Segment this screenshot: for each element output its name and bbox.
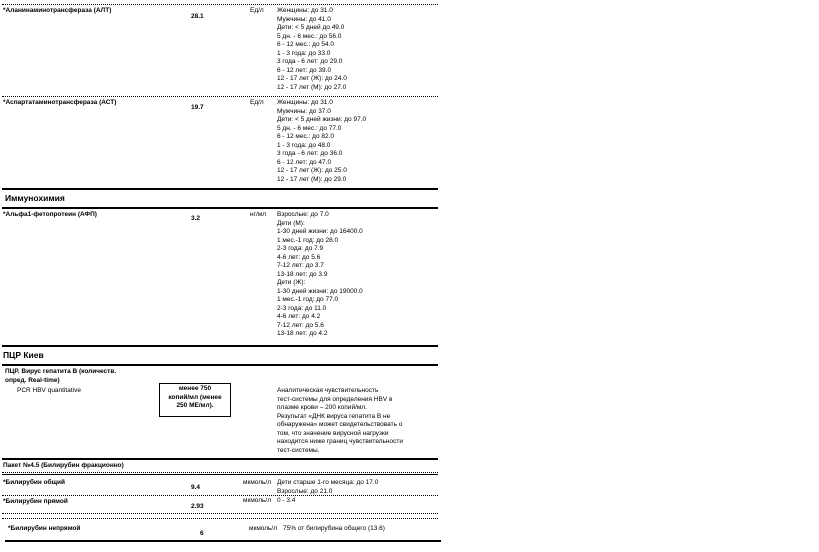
reference-range-afp [277,211,363,339]
ref-line: 6 - 12 мес.: до 82.0 [277,133,335,140]
ref-line: 1-30 дней жизни: до 16400.0 [277,228,363,235]
ref-line: 6 - 12 мес.: до 54.0 [277,41,335,48]
test-name-ast: *Аспартатаминотрансфераза (АСТ) [3,99,117,106]
ref-line: 2-3 года: до 11.0 [277,304,327,312]
row-separator [2,518,438,519]
test-name-bili-direct: *Билирубин прямой [3,498,68,505]
pcr-result-line: 250 МЕ/мл). [176,402,214,409]
note-line: том, что значение вирусной нагрузки [277,429,389,437]
ref-line: 4-6 лет: до 5.6 [277,253,321,261]
note-line: обнаружена» может свидетельствовать о [277,421,403,428]
ref-line: 7-12 лет: до 5.6 [277,321,324,329]
section-rule [2,364,438,366]
ref-line: 1 мес.-1 год: до 28.0 [277,236,339,244]
test-name-afp: *Альфа1-фетопротеин (АФП) [3,211,97,218]
ref-line: Дети: < 5 дней до 49.0 [277,24,345,31]
reference-range-bili-total [277,479,378,496]
pcr-sub-name: PCR HBV quantitative [17,387,81,394]
section-title-pcr: ПЦР Киев [3,350,44,360]
test-value-bili-total: 9.4 [191,484,201,491]
ref-line: 13-18 лет: до 4.2 [277,330,328,337]
ref-line: 1 - 3 года: до 48.0 [277,141,331,149]
pcr-result-box [159,383,231,417]
ref-line: Женщины: до 31.0 [277,7,333,14]
test-unit-bili-total: мкмоль/л [243,479,272,486]
test-unit-afp: нг/мл [250,211,267,218]
note-line: тест-системы. [277,446,320,454]
row-separator [2,96,438,97]
ref-line: Дети (Ж): [277,279,306,286]
pcr-result-line: копий/мл (менее [168,393,222,401]
ref-line: 2-3 года: до 7.9 [277,245,324,252]
reference-range-bili-indirect [283,525,385,534]
note-line: находится ниже границ чувствительности [277,438,403,445]
panel-rule [2,474,438,475]
ref-line: 3 года - 6 лет: до 36.0 [277,150,343,157]
pcr-test-header [5,368,116,385]
test-unit-bili-direct: мкмоль/л [243,497,272,504]
ref-line: 12 - 17 лет (М): до 29.0 [277,175,347,183]
test-name-bili-total: *Билирубин общий [3,479,66,486]
section-rule [2,345,438,347]
ref-line: 6 - 12 лет: до 47.0 [277,158,332,166]
note-line: плазме крови – 200 копий/мл. [277,404,367,411]
ref-line: 1 - 3 года: до 33.0 [277,49,331,57]
row-separator [2,4,438,5]
ref-line: Дети (М): [277,219,305,227]
note-line: тест-системы для определения HBV в [277,395,393,403]
ref-line: Дети: < 5 дней жизни: до 97.0 [277,116,367,123]
ref-line: 7-12 лет: до 3.7 [277,262,324,269]
ref-line: Мужчины: до 37.0 [277,107,331,115]
row-separator [2,513,438,514]
reference-range-ast [277,99,366,184]
test-value-bili-indirect: 6 [200,530,204,537]
ref-line: 5 дн. - 6 мес.: до 56.0 [277,32,342,40]
ref-line: Взрослые: до 7.0 [277,211,329,218]
ref-line: Дети старше 1-го месяца: до 17.0 [277,479,379,486]
row-separator [2,472,438,473]
test-unit-alt: Ед/л [250,7,264,14]
test-value-ast: 19.7 [191,104,204,111]
ref-line: Взрослые: до 21.0 [277,487,333,495]
pcr-header-line: ПЦР. Вирус гепатита В (количеств. [5,368,117,375]
section-rule [2,188,438,190]
test-unit-bili-indirect: мкмоль/л [249,525,278,532]
ref-line: Мужчины: до 41.0 [277,15,331,23]
ref-line: 75% от билирубина общего (13.6) [283,525,385,532]
section-title-immunochemistry: Иммунохимия [5,193,65,203]
note-line: Результат «ДНК вируса гепатита В не [277,412,391,420]
section-rule [2,458,438,460]
ref-line: 5 дн. - 6 мес.: до 77.0 [277,124,342,132]
ref-line: 0 - 3.4 [277,497,296,504]
ref-line: 4-6 лет: до 4.2 [277,313,321,320]
test-value-bili-direct: 2.93 [191,503,204,510]
pcr-header-line: опред. Real-time) [5,376,60,384]
ref-line: 12 - 17 лет (Ж): до 25.0 [277,167,347,174]
row-separator [2,495,438,496]
ref-line: 1 мес.-1 год: до 77.0 [277,296,339,303]
test-unit-ast: Ед/л [250,99,264,106]
pcr-result-line: менее 750 [178,385,212,392]
ref-line: 3 года - 6 лет: до 29.0 [277,58,343,65]
note-line: Аналитическая чувствительность [277,387,379,394]
ref-line: Женщины: до 31.0 [277,99,333,106]
section-rule [5,540,441,542]
test-name-alt: *Аланинаминотрансфераза (АЛТ) [3,7,112,14]
ref-line: 12 - 17 лет (Ж): до 24.0 [277,75,347,82]
reference-range-bili-direct [277,497,295,506]
ref-line: 6 - 12 лет: до 39.0 [277,66,332,74]
test-name-bili-indirect: *Билирубин непрямой [8,525,81,532]
test-value-afp: 3.2 [191,215,201,222]
test-value-alt: 28.1 [191,13,204,20]
ref-line: 13-18 лет: до 3.9 [277,270,328,278]
reference-range-alt [277,7,347,92]
pcr-note [277,387,403,455]
ref-line: 1-30 дней жизни: до 19000.0 [277,287,363,295]
section-rule [2,207,438,209]
panel-title-bilirubin: Пакет №4.5 (Билирубин фракционно) [3,462,124,469]
ref-line: 12 - 17 лет (М): до 27.0 [277,83,347,91]
